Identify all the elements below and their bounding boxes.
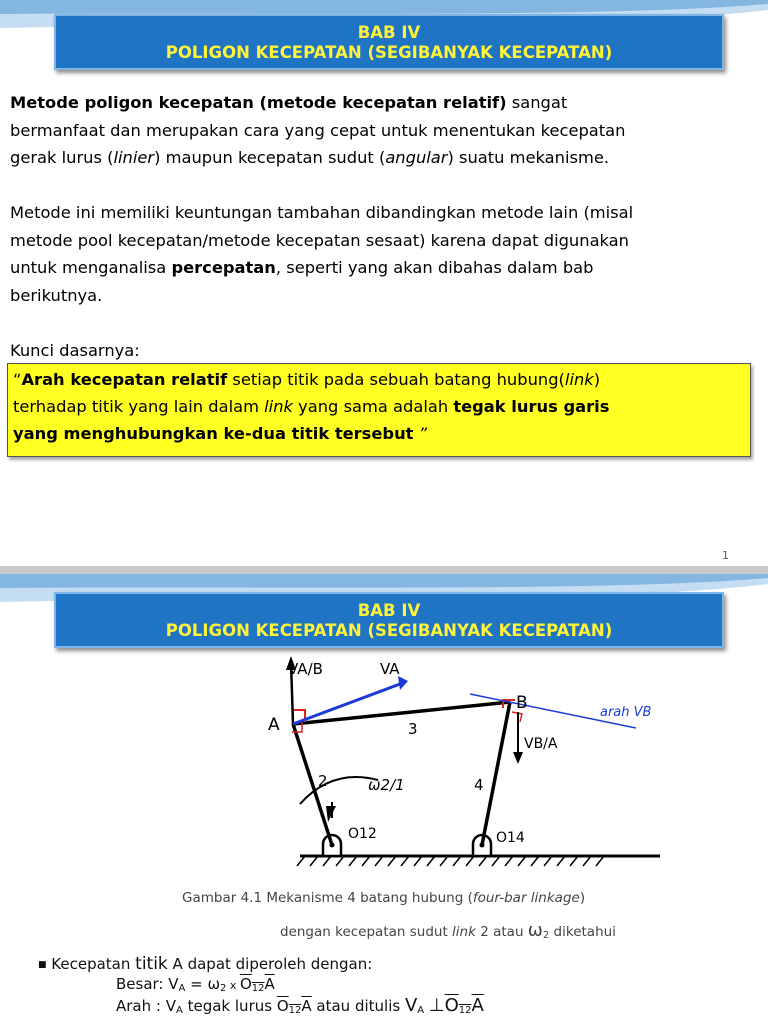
page-number: 1 — [722, 549, 729, 562]
arah-or: atau ditulis — [311, 997, 405, 1015]
quote-line2-b: yang sama adalah — [292, 397, 454, 416]
arah-big-o: O — [444, 995, 459, 1016]
bullet-icon: ■ — [38, 960, 47, 970]
caption1-a: Gambar 4.1 Mekanisme 4 batang hubung ( — [182, 890, 473, 906]
figure-caption-line-2 — [280, 920, 616, 941]
p2-line-4: berikutnya. — [10, 285, 103, 305]
label-va: VA — [380, 660, 400, 678]
caption1-b: ) — [579, 890, 586, 906]
caption2-omega: ω — [527, 920, 543, 941]
besar-label: Besar: — [116, 975, 164, 993]
p1-line3-italic-1: linier — [113, 148, 155, 167]
label-a: A — [268, 715, 280, 735]
label-o12: O12 — [348, 826, 377, 842]
p2-line-1: Metode ini memiliki keuntungan tambahan dibandingkan metode lain (misal — [10, 203, 634, 222]
caption2-italic: link — [452, 924, 476, 940]
key-principle-box — [7, 363, 751, 457]
p1-bold: Metode poligon kecepatan (metode kecepatan relatif) — [10, 93, 507, 112]
perpendicular-icon: ⊥ — [428, 995, 445, 1016]
p1-line3-b: ) maupun kecepatan sudut ( — [154, 148, 386, 167]
title-line-2: POLIGON KECEPATAN (SEGIBANYAK KECEPATAN) — [165, 43, 613, 62]
slide-2 — [0, 574, 768, 1024]
quote-close: ” — [413, 424, 428, 443]
label-vba: VB/A — [524, 736, 558, 752]
paragraph-1 — [10, 89, 760, 172]
quote-text-2: ) — [593, 370, 601, 389]
p1-line3-italic-2: angular — [385, 148, 448, 167]
p2-line3-a: untuk menganalisa — [10, 258, 172, 277]
slide-separator — [0, 566, 768, 574]
arah-big-o-sub: 12 — [458, 1005, 472, 1016]
quote-text-1: setiap titik pada sebuah batang hubung( — [227, 370, 565, 389]
arah-big-v-sub: A — [417, 1005, 425, 1016]
caption1-italic: four-bar linkage — [472, 890, 580, 906]
besar-o: O — [239, 975, 252, 993]
besar-x: x — [226, 979, 240, 992]
label-link-3: 3 — [408, 720, 418, 738]
caption2-omega-sub: 2 — [542, 930, 550, 941]
quote-bold-1: Arah kecepatan relatif — [21, 370, 228, 389]
label-link-2: 2 — [318, 772, 328, 790]
caption2-c: diketahui — [549, 924, 616, 940]
title-line-1: BAB IV — [357, 601, 421, 620]
p1-line3-c: ) suatu mekanisme. — [447, 148, 610, 167]
besar-v-sub: A — [178, 983, 186, 994]
four-bar-linkage-diagram — [260, 656, 680, 878]
slide-title — [54, 592, 724, 648]
quote-bold-3: yang menghubungkan ke-dua titik tersebut — [13, 424, 414, 443]
label-omega: ω2/1 — [368, 776, 405, 794]
besar-eq: = — [185, 975, 208, 993]
slide-title — [54, 14, 724, 70]
p2-line-2: metode pool kecepatan/metode kecepatan sesaat) karena dapat digunakan — [10, 230, 629, 250]
label-vab: VA/B — [288, 660, 323, 678]
besar-o-sub: 12 — [251, 983, 265, 994]
p1-text: sangat — [506, 93, 568, 112]
arah-v-sub: A — [176, 1005, 183, 1016]
quote-italic-2: link — [264, 397, 293, 416]
bullet-b: A dapat diperoleh dengan: — [167, 955, 373, 973]
arah-v: V — [165, 997, 176, 1015]
title-line-1: BAB IV — [357, 23, 421, 42]
label-b: B — [516, 693, 528, 713]
quote-open: “ — [13, 370, 22, 389]
besar-v: V — [168, 975, 179, 993]
paragraph-3: Kunci dasarnya: — [10, 341, 140, 360]
p1-line-2: bermanfaat dan merupakan cara yang cepat untuk menentukan kecepatan — [10, 120, 626, 140]
besar-line — [116, 975, 275, 994]
quote-italic-1: link — [564, 370, 594, 389]
arah-label: Arah : — [116, 997, 161, 1015]
besar-omega-sub: 2 — [220, 983, 227, 994]
p1-line3-a: gerak lurus ( — [10, 148, 114, 167]
caption2-b: 2 atau — [475, 924, 528, 940]
figure-caption-line-1 — [182, 890, 585, 906]
paragraph-2 — [10, 199, 760, 309]
p2-line3-b: , seperti yang akan dibahas dalam bab — [275, 258, 594, 277]
p2-line3-bold: percepatan — [171, 258, 276, 277]
bullet-line — [38, 954, 372, 974]
quote-line2-a: terhadap titik yang lain dalam — [13, 397, 265, 416]
label-arah-vb: arah VB — [600, 705, 652, 720]
arah-o-sub: 12 — [288, 1005, 302, 1016]
caption2-a: dengan kecepatan sudut — [280, 924, 453, 940]
label-o14: O14 — [496, 830, 525, 846]
arah-line — [116, 995, 484, 1016]
label-link-4: 4 — [474, 776, 484, 794]
title-line-2: POLIGON KECEPATAN (SEGIBANYAK KECEPATAN) — [165, 621, 613, 640]
arah-big-v: V — [404, 995, 418, 1016]
besar-omega: ω — [207, 975, 221, 993]
bullet-a: Kecepatan — [51, 955, 136, 973]
quote-bold-2: tegak lurus garis — [453, 397, 610, 416]
arah-text: tegak lurus — [182, 997, 277, 1015]
arah-big-a: A — [471, 995, 484, 1016]
arah-o: O — [276, 997, 289, 1015]
bullet-titik: titik — [135, 954, 168, 974]
arah-a: A — [301, 997, 312, 1015]
besar-a: A — [264, 975, 275, 993]
